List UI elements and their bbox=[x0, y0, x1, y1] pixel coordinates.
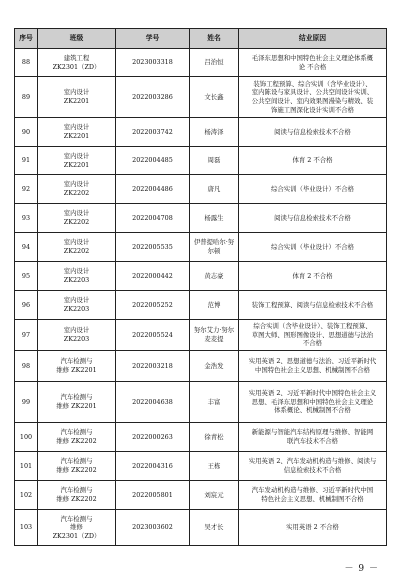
cell-name: 徐青松 bbox=[190, 423, 239, 452]
cell-class: 汽车检测与 维修 ZK2202 bbox=[38, 481, 116, 510]
cell-class: 建筑工程 ZK2301（ZD） bbox=[38, 49, 116, 77]
cell-no: 102 bbox=[15, 481, 38, 510]
cell-student-id: 2022005535 bbox=[116, 233, 190, 262]
table-row bbox=[15, 320, 387, 351]
table-row bbox=[15, 382, 387, 423]
cell-name: 黄志豪 bbox=[190, 262, 239, 291]
cell-class: 室内设计 ZK2203 bbox=[38, 320, 116, 351]
cell-student-id: 2022000263 bbox=[116, 423, 190, 452]
cell-reason: 阅读与信息检索技术不合格 bbox=[239, 204, 387, 233]
table-row bbox=[15, 452, 387, 481]
cell-class: 室内设计 ZK2203 bbox=[38, 262, 116, 291]
cell-reason: 综合实训（毕业设计）不合格 bbox=[239, 175, 387, 204]
cell-name: 文长鑫 bbox=[190, 77, 239, 118]
header-class: 班级 bbox=[38, 29, 116, 49]
cell-no: 100 bbox=[15, 423, 38, 452]
table-row bbox=[15, 49, 387, 77]
cell-reason: 实用英语 2、汽车发动机构造与维修、阅读与 信息检索技术不合格 bbox=[239, 452, 387, 481]
table-row bbox=[15, 147, 387, 175]
table-row bbox=[15, 118, 387, 147]
cell-student-id: 2022004486 bbox=[116, 175, 190, 204]
cell-no: 103 bbox=[15, 510, 38, 546]
cell-name: 丰富 bbox=[190, 382, 239, 423]
cell-student-id: 2022003286 bbox=[116, 77, 190, 118]
cell-student-id: 2022004638 bbox=[116, 382, 190, 423]
cell-name: 杨涛泽 bbox=[190, 118, 239, 147]
cell-class: 室内设计 ZK2202 bbox=[38, 204, 116, 233]
cell-reason: 装饰工程预算、综合实训（含毕业设计）、 室内陈设与家具设计、公共空间设计实训、 公共空间设计、室内效果图漫染与精效、装 饰施工图深化设计实训不合格 bbox=[239, 77, 387, 118]
cell-student-id: 2023003602 bbox=[116, 510, 190, 546]
table-row bbox=[15, 423, 387, 452]
cell-name: 金浩发 bbox=[190, 351, 239, 382]
cell-no: 96 bbox=[15, 291, 38, 320]
cell-student-id: 2022005801 bbox=[116, 481, 190, 510]
cell-reason: 实用英语 2、习近平新时代中国特色社会主义 思想、毛泽东思想和中国特色社会主义理论 体系概论、机械制图不合格 bbox=[239, 382, 387, 423]
table-row bbox=[15, 77, 387, 118]
cell-name: 范博 bbox=[190, 291, 239, 320]
cell-class: 室内设计 ZK2202 bbox=[38, 175, 116, 204]
cell-student-id: 2022000442 bbox=[116, 262, 190, 291]
cell-reason: 体育 2 不合格 bbox=[239, 262, 387, 291]
header-no: 序号 bbox=[15, 29, 38, 49]
table-header-row bbox=[15, 29, 387, 49]
header-reason: 结业原因 bbox=[239, 29, 387, 49]
cell-no: 92 bbox=[15, 175, 38, 204]
cell-name: 刘宸元 bbox=[190, 481, 239, 510]
cell-student-id: 2022005524 bbox=[116, 320, 190, 351]
cell-class: 汽车检测与 维修 ZK2201 bbox=[38, 351, 116, 382]
cell-name: 努尔艾力·努尔 麦麦提 bbox=[190, 320, 239, 351]
cell-name: 王栋 bbox=[190, 452, 239, 481]
cell-name: 杨露生 bbox=[190, 204, 239, 233]
cell-no: 95 bbox=[15, 262, 38, 291]
cell-student-id: 2022004316 bbox=[116, 452, 190, 481]
cell-no: 97 bbox=[15, 320, 38, 351]
cell-class: 室内设计 ZK2203 bbox=[38, 291, 116, 320]
cell-no: 101 bbox=[15, 452, 38, 481]
table-row bbox=[15, 291, 387, 320]
cell-reason: 毛泽东思想和中国特色社会主义理论体系概 论 不合格 bbox=[239, 49, 387, 77]
cell-reason: 综合实训（毕业设计）不合格 bbox=[239, 233, 387, 262]
cell-student-id: 2023003318 bbox=[116, 49, 190, 77]
table-row bbox=[15, 351, 387, 382]
cell-name: 伊普提哈尔·努 尔顿 bbox=[190, 233, 239, 262]
header-student-id: 学号 bbox=[116, 29, 190, 49]
cell-class: 汽车检测与 维修 ZK2301（ZD） bbox=[38, 510, 116, 546]
table-row bbox=[15, 175, 387, 204]
header-name: 姓名 bbox=[190, 29, 239, 49]
cell-reason: 汽车发动机构造与维修、习近平新时代中国 特色社会主义思想、机械制图不合格 bbox=[239, 481, 387, 510]
cell-reason: 实用英语 2、思想道德与法治、习近平新时代 中国特色社会主义思想、机械制图不合格 bbox=[239, 351, 387, 382]
cell-class: 室内设计 ZK2201 bbox=[38, 77, 116, 118]
table-row bbox=[15, 204, 387, 233]
table-row bbox=[15, 233, 387, 262]
cell-reason: 实用英语 2 不合格 bbox=[239, 510, 387, 546]
cell-name: 吴才长 bbox=[190, 510, 239, 546]
cell-no: 89 bbox=[15, 77, 38, 118]
cell-class: 汽车检测与 维修 ZK2201 bbox=[38, 382, 116, 423]
cell-reason: 新能源与智能汽车结构原理与维修、智能网 联汽车技术不合格 bbox=[239, 423, 387, 452]
cell-student-id: 2022005252 bbox=[116, 291, 190, 320]
cell-name: 周磊 bbox=[190, 147, 239, 175]
cell-no: 91 bbox=[15, 147, 38, 175]
cell-name: 吕治恒 bbox=[190, 49, 239, 77]
cell-class: 汽车检测与 维修 ZK2202 bbox=[38, 423, 116, 452]
cell-student-id: 2022004485 bbox=[116, 147, 190, 175]
page-number: － 9 － bbox=[344, 564, 379, 574]
cell-class: 室内设计 ZK2201 bbox=[38, 118, 116, 147]
table-row bbox=[15, 262, 387, 291]
table-row bbox=[15, 481, 387, 510]
cell-class: 室内设计 ZK2201 bbox=[38, 147, 116, 175]
cell-student-id: 2022004708 bbox=[116, 204, 190, 233]
cell-no: 90 bbox=[15, 118, 38, 147]
cell-no: 99 bbox=[15, 382, 38, 423]
cell-no: 94 bbox=[15, 233, 38, 262]
graduation-table bbox=[14, 28, 387, 546]
cell-no: 93 bbox=[15, 204, 38, 233]
cell-name: 唐凡 bbox=[190, 175, 239, 204]
cell-no: 88 bbox=[15, 49, 38, 77]
cell-reason: 阅读与信息检索技术不合格 bbox=[239, 118, 387, 147]
cell-class: 汽车检测与 维修 ZK2202 bbox=[38, 452, 116, 481]
cell-reason: 装饰工程预算、阅读与信息检索技术不合格 bbox=[239, 291, 387, 320]
table-row bbox=[15, 510, 387, 546]
cell-no: 98 bbox=[15, 351, 38, 382]
cell-student-id: 2022003742 bbox=[116, 118, 190, 147]
cell-student-id: 2022003218 bbox=[116, 351, 190, 382]
cell-class: 室内设计 ZK2202 bbox=[38, 233, 116, 262]
cell-reason: 体育 2 不合格 bbox=[239, 147, 387, 175]
cell-reason: 综合实训（含毕业设计）、装饰工程预算、 草图大师、图形图像设计、思想道德与法治 不合格 bbox=[239, 320, 387, 351]
